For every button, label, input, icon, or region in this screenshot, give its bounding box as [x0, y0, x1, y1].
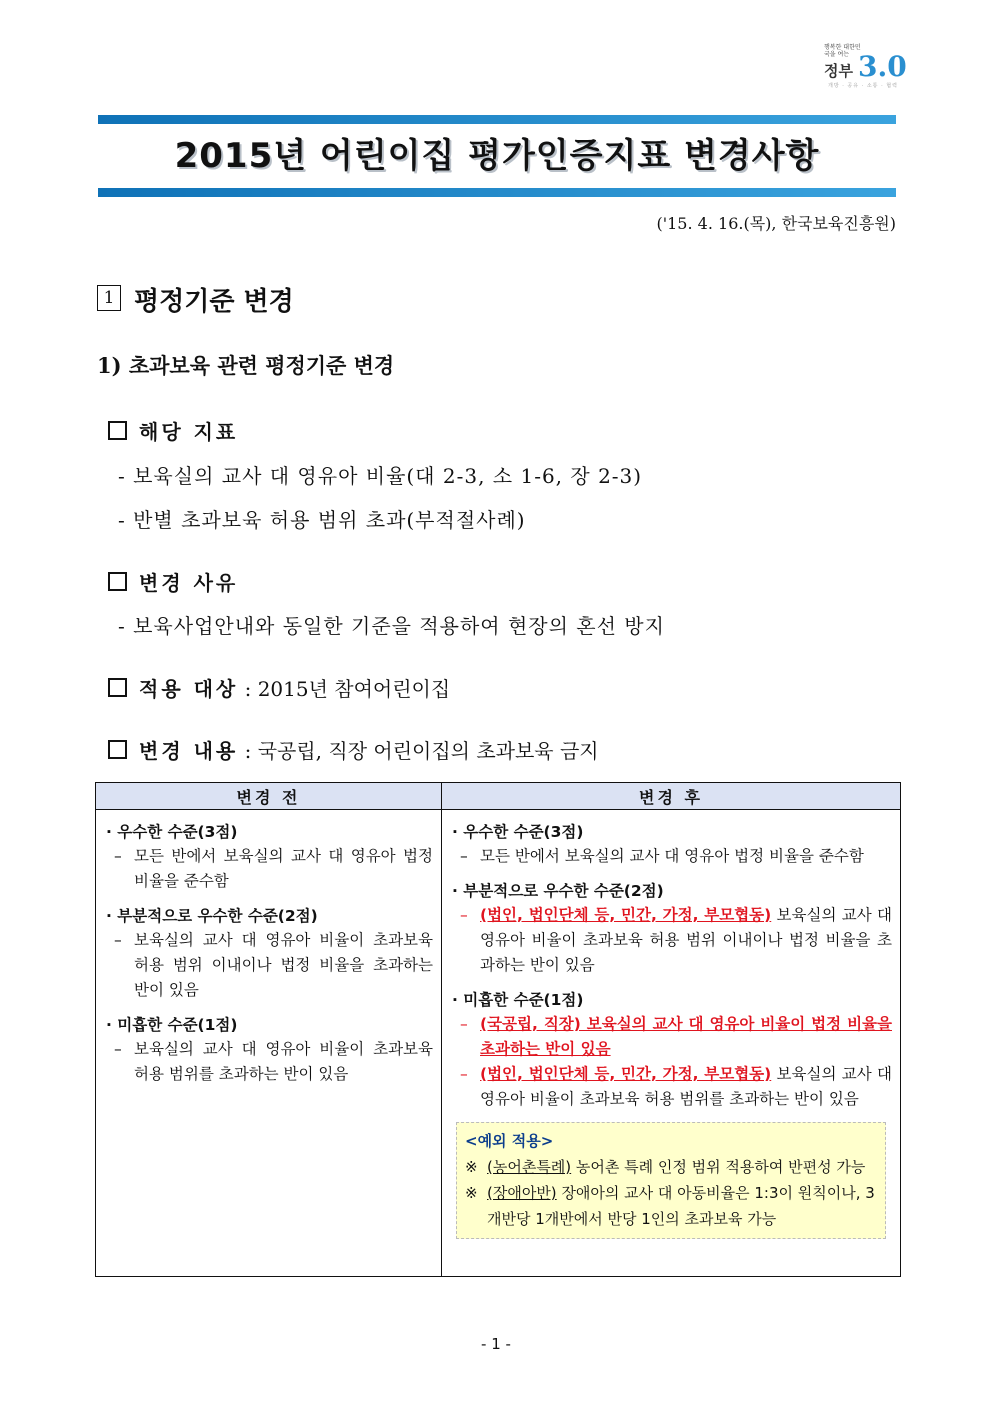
level-1a-red-text: (국공립, 직장) 보육실의 교사 대 영유아 비율이 법정 비율을 초과하는 반이 있음	[480, 1015, 892, 1058]
exception-1-label: (농어촌특례)	[487, 1158, 572, 1176]
indicators-heading	[108, 416, 238, 445]
indicator-item: - 보육실의 교사 대 영유아 비율(대 2-3, 소 1-6, 장 2-3)	[118, 464, 643, 488]
level-1b-text: 보육실의 교사 대 영유아 비율이 초과보육 허용 범위를 초과하는 반이 있음	[480, 1065, 892, 1108]
note-mark-icon: ※	[465, 1158, 478, 1176]
level-1-label: · 미흡한 수준(1점)	[452, 991, 584, 1009]
section-number: 1	[97, 285, 121, 311]
indicator-item: - 반별 초과보육 허용 범위 초과(부적절사례)	[118, 508, 526, 532]
subsection-title: 1) 초과보육 관련 평정기준 변경	[97, 353, 395, 378]
level-3-text: 모든 반에서 보육실의 교사 대 영유아 법정 비율을 준수함	[134, 847, 433, 890]
government-logo	[822, 44, 907, 94]
exception-2-label: (장애아반)	[487, 1184, 557, 1202]
level-1b-red-text: (법인, 법인단체 등, 민간, 가정, 부모협동)	[480, 1065, 772, 1083]
target-heading	[108, 673, 450, 702]
level-3-label: · 우수한 수준(3점)	[106, 823, 238, 841]
note-mark-icon: ※	[465, 1184, 478, 1202]
after-cell: · 우수한 수준(3점) – 모든 반에서 보육실의 교사 대 영유아 법정 비율을 준수함 · 부분적으로 우수한 수준(2점) – (법인, 법인단체 등, 민간, 가정, 부모협동) 보육실의 교사 대 영유아 비율이 초과보육 허용 범위 이내이나 법정 비율을 초과하는 반이 있음 · 미흡한 수준(1점) – (국공립, 직장) 보육실의 교사 대 영유아 비율이 법정 비율을 초과하는 반이 있음 – (법인, 법인단체 등, 민간, 가정, 부모협동) 보육실의 교사 대 영유아 비율이 초과보육 허용 범위를 초과하는 반이 있음 <예외 적용> ※ (농어촌특례) 농어촌 특례 인정 범위 적용하여 반편성 가능 ※ (장애아반) 장애아의 교사 대 아동비율은 1:3이 원칙이나, 3개반당 1개반에서 반당 1인의 초과보육 가능	[442, 810, 901, 1277]
level-2-red-text: (법인, 법인단체 등, 민간, 가정, 부모협동)	[480, 906, 772, 924]
exception-box	[456, 1122, 886, 1239]
content-heading	[108, 735, 599, 764]
header-before: 변경 전	[96, 783, 442, 810]
content-text: : 국공립, 직장 어린이집의 초과보육 금지	[244, 739, 599, 763]
section-title: 평정기준 변경	[134, 287, 294, 317]
title-bar-top	[98, 115, 896, 124]
level-2-label: · 부분적으로 우수한 수준(2점)	[452, 882, 664, 900]
page-number: - 1 -	[481, 1335, 511, 1353]
level-3-text: 모든 반에서 보육실의 교사 대 영유아 법정 비율을 준수함	[480, 847, 864, 865]
before-cell: · 우수한 수준(3점) – 모든 반에서 보육실의 교사 대 영유아 법정 비율을 준수함 · 부분적으로 우수한 수준(2점) – 보육실의 교사 대 영유아 비율이 초과보육 허용 범위 이내이나 법정 비율을 초과하는 반이 있음 · 미흡한 수준(1점) – 보육실의 교사 대 영유아 비율이 초과보육 허용 범위를 초과하는 반이 있음	[96, 810, 442, 1277]
level-2-text: 보육실의 교사 대 영유아 비율이 초과보육 허용 범위 이내이나 법정 비율을 초과하는 반이 있음	[134, 931, 433, 999]
exception-2-text: 장애아의 교사 대 아동비율은 1:3이 원칙이나, 3개반당 1개반에서 반당 1인의 초과보육 가능	[487, 1184, 875, 1228]
level-2-label: · 부분적으로 우수한 수준(2점)	[106, 907, 318, 925]
date-line: ('15. 4. 16.(목), 한국보육진흥원)	[656, 214, 896, 233]
page-title: 2015년 어린이집 평가인증지표 변경사항	[174, 136, 820, 176]
logo-gov: 정부	[824, 62, 853, 80]
checkbox-square-icon	[108, 572, 127, 591]
comparison-table	[95, 782, 901, 1277]
indicators-label: 해당 지표	[139, 420, 239, 444]
level-2-text: 보육실의 교사 대 영유아 비율이 초과보육 허용 범위 이내이나 법정 비율을 초과하는 반이 있음	[480, 906, 892, 974]
level-3-label: · 우수한 수준(3점)	[452, 823, 584, 841]
target-text: : 2015년 참여어린이집	[244, 677, 451, 701]
exception-1-text: 농어촌 특례 인정 범위 적용하여 반편성 가능	[571, 1158, 866, 1176]
title-bar-bottom	[98, 188, 896, 197]
exception-heading: <예외 적용>	[465, 1132, 554, 1150]
logo-version: 3.0	[858, 50, 907, 83]
header-after: 변경 후	[442, 783, 901, 810]
level-1-text: 보육실의 교사 대 영유아 비율이 초과보육 허용 범위를 초과하는 반이 있음	[134, 1040, 433, 1083]
level-1-label: · 미흡한 수준(1점)	[106, 1016, 238, 1034]
content-label: 변경 내용	[139, 739, 239, 763]
checkbox-square-icon	[108, 740, 127, 759]
checkbox-square-icon	[108, 678, 127, 697]
logo-slogan: 개방 · 공유 · 소통 · 협력	[828, 83, 898, 89]
checkbox-square-icon	[108, 421, 127, 440]
reason-item: - 보육사업안내와 동일한 기준을 적용하여 현장의 혼선 방지	[118, 614, 665, 638]
reason-label: 변경 사유	[139, 571, 239, 595]
logo-tagline: 행복한 대한민국을 여는	[824, 44, 861, 58]
target-label: 적용 대상	[139, 677, 239, 701]
reason-heading	[108, 567, 238, 596]
